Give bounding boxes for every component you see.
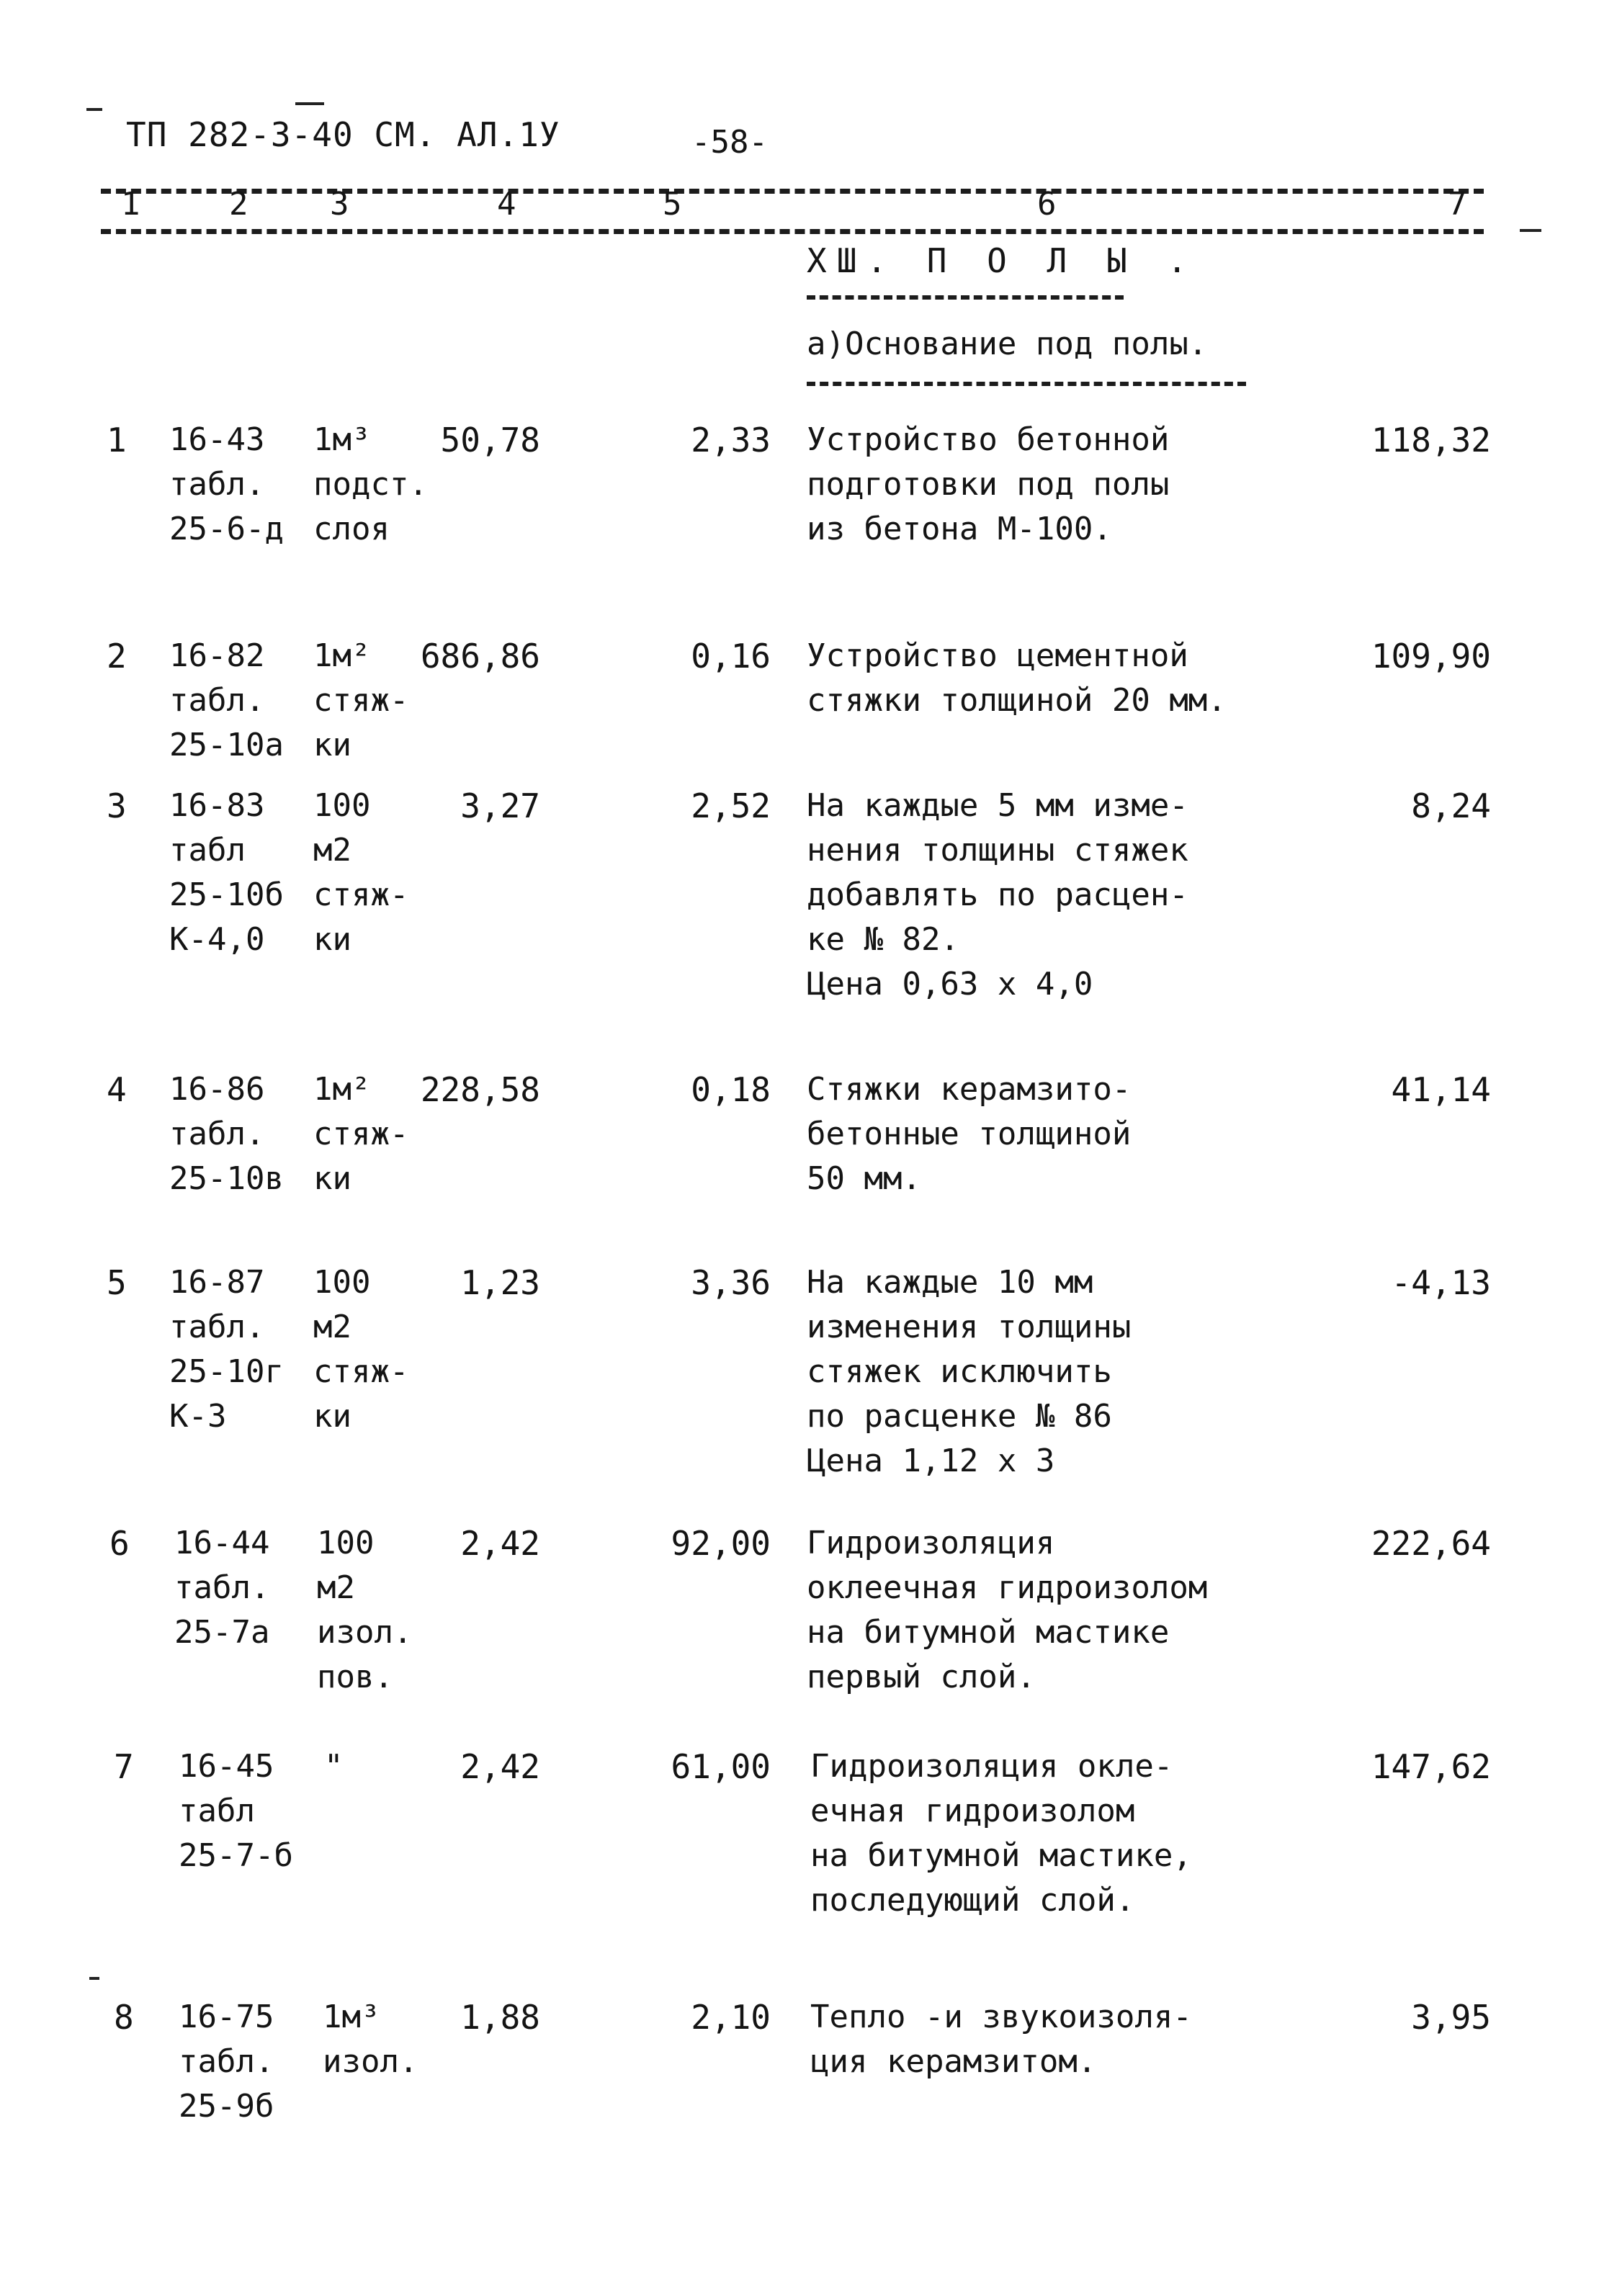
rate-code-line: табл. [174,1569,270,1606]
unit-line: ки [313,1160,351,1197]
rate-code [174,1521,269,1655]
unit-price: 0,18 [691,1070,771,1109]
rate-code-line: табл. [169,1309,265,1345]
unit-line: м2 [317,1569,355,1606]
unit-line: ки [313,727,351,763]
description-line: по расценке № 86 [807,1398,1112,1435]
total-cost: 118,32 [1371,421,1491,459]
row-number: 2 [107,637,127,676]
description [807,418,1169,552]
unit [313,1260,408,1439]
quantity: 686,86 [420,637,540,676]
rate-code-line: табл [169,832,246,869]
description [810,1744,1192,1923]
quantity: 228,58 [420,1070,540,1109]
quantity: 2,42 [460,1747,540,1786]
row-number: 5 [107,1263,127,1302]
unit [317,1521,412,1700]
rate-code-line: 25-7-б [179,1837,293,1874]
column-number-7: 7 [1448,186,1467,223]
rate-code-line: 16-44 [174,1525,270,1561]
subsection-title: а)Основание под полы. [807,326,1208,362]
rate-code [179,1995,274,2129]
rate-code-line: 25-6-д [169,511,284,547]
row-number: 8 [114,1998,134,2037]
unit-line: стяж- [313,1353,409,1390]
description-line: ечная гидроизолом [810,1793,1135,1829]
column-number-5: 5 [663,186,682,223]
scan-mark [86,108,102,111]
unit-line: 100 [313,1264,371,1301]
unit-line: 1м² [313,637,371,674]
section-title: ХШ. П О Л Ы . [807,241,1198,280]
unit-price: 2,10 [691,1998,771,2037]
rate-code-line: 16-82 [169,637,265,674]
unit [313,1067,408,1201]
unit-line: подст. [313,466,428,503]
unit-line: стяж- [313,682,409,719]
description-line: Цена 0,63 х 4,0 [807,966,1093,1003]
total-cost: 41,14 [1391,1070,1491,1109]
description-line: Цена 1,12 х 3 [807,1443,1055,1479]
description [807,1067,1131,1201]
unit-price: 0,16 [691,637,771,676]
description-line: добавлять по расцен- [807,876,1188,913]
description [807,784,1188,1007]
rate-code-line: табл. [169,1116,265,1152]
row-number: 6 [109,1524,130,1563]
description-line: стяжек исключить [807,1353,1112,1390]
unit-line: стяж- [313,876,409,913]
rate-code-line: 25-9б [179,2088,274,2125]
section-title-underline [807,295,1124,300]
unit-line: изол. [317,1614,413,1651]
description [810,1995,1192,2084]
rate-code-line: 25-10в [169,1160,284,1197]
description-line: оклеечная гидроизолом [807,1569,1208,1606]
description-line: подготовки под полы [807,466,1170,503]
column-number-6: 6 [1037,186,1057,223]
rate-code [169,1067,284,1201]
rate-code-line: 16-45 [179,1748,274,1785]
description-line: Тепло -и звукоизоля- [810,1999,1192,2035]
row-number: 1 [107,421,127,459]
total-cost: -4,13 [1391,1263,1491,1302]
row-number: 7 [114,1747,134,1786]
rate-code-line: К-3 [169,1398,227,1435]
unit-line: ки [313,1398,351,1435]
unit-line: слоя [313,511,390,547]
description-line: Устройство бетонной [807,421,1170,458]
total-cost: 8,24 [1411,786,1491,825]
description-line: Устройство цементной [807,637,1188,674]
description-line: Гидроизоляция [807,1525,1055,1561]
description-line: Стяжки керамзито- [807,1071,1132,1108]
column-number-2: 2 [229,186,248,223]
rate-code-line: 25-10б [169,876,284,913]
total-cost: 3,95 [1411,1998,1491,2037]
description-line: Гидроизоляция окле- [810,1748,1173,1785]
column-number-3: 3 [330,186,349,223]
header-rule-top [101,189,1484,194]
rate-code-line: 16-87 [169,1264,265,1301]
description-line: стяжки толщиной 20 мм. [807,682,1227,719]
rate-code [169,1260,284,1439]
total-cost: 222,64 [1371,1524,1491,1563]
rate-code [169,634,284,768]
rate-code-line: табл. [169,682,265,719]
rate-code-line: табл. [179,2043,274,2080]
row-number: 3 [107,786,127,825]
unit-line: пов. [317,1659,393,1695]
rate-code [169,418,284,552]
description-line: ке № 82. [807,921,959,958]
scan-mark [1520,229,1541,232]
unit-line: изол. [323,2043,418,2080]
description [807,1521,1207,1700]
total-cost: 109,90 [1371,637,1491,676]
description-line: ция керамзитом. [810,2043,1097,2080]
rate-code-line: 25-7а [174,1614,270,1651]
description-line: из бетона М-100. [807,511,1112,547]
scan-mark [295,102,324,105]
rate-code [179,1744,293,1878]
rate-code-line: К-4,0 [169,921,265,958]
unit-price: 2,52 [691,786,771,825]
description-line: нения толщины стяжек [807,832,1188,869]
unit-line: 1м³ [323,1999,380,2035]
quantity: 3,27 [460,786,540,825]
description-line: первый слой. [807,1659,1036,1695]
column-number-1: 1 [121,186,140,223]
rate-code-line: 16-75 [179,1999,274,2035]
rate-code [169,784,284,962]
scan-mark [89,1977,99,1980]
page-number: -58- [691,124,768,161]
quantity: 50,78 [440,421,540,459]
unit-line: 100 [313,787,371,824]
description-line: на битумной мастике [807,1614,1170,1651]
description-line: последующий слой. [810,1882,1135,1919]
unit [324,1744,344,1789]
row-number: 4 [107,1070,127,1109]
unit-line: " [324,1748,344,1785]
quantity: 1,88 [460,1998,540,2037]
unit [313,784,408,962]
unit-line: м2 [313,1309,351,1345]
description [807,1260,1131,1484]
unit-line: м2 [313,832,351,869]
total-cost: 147,62 [1371,1747,1491,1786]
unit-price: 61,00 [671,1747,771,1786]
column-number-4: 4 [497,186,516,223]
description-line: на битумной мастике, [810,1837,1192,1874]
unit-line: 1м² [313,1071,371,1108]
description-line: На каждые 10 мм [807,1264,1093,1301]
quantity: 2,42 [460,1524,540,1563]
description [807,634,1227,723]
header-rule-bottom [101,229,1484,234]
document-code: ТП 282-3-40 СМ. АЛ.1У [126,115,560,154]
unit [313,634,408,768]
subsection-underline [807,382,1246,386]
rate-code-line: 16-86 [169,1071,265,1108]
unit-line: стяж- [313,1116,409,1152]
quantity: 1,23 [460,1263,540,1302]
unit-price: 3,36 [691,1263,771,1302]
rate-code-line: 25-10г [169,1353,284,1390]
unit-line: ки [313,921,351,958]
description-line: бетонные толщиной [807,1116,1132,1152]
rate-code-line: табл. [169,466,265,503]
rate-code-line: 16-43 [169,421,265,458]
unit-line: 1м³ [313,421,371,458]
rate-code-line: табл [179,1793,255,1829]
unit-line: 100 [317,1525,375,1561]
unit-price: 2,33 [691,421,771,459]
description-line: На каждые 5 мм изме- [807,787,1188,824]
rate-code-line: 16-83 [169,787,265,824]
rate-code-line: 25-10а [169,727,284,763]
description-line: изменения толщины [807,1309,1132,1345]
description-line: 50 мм. [807,1160,921,1197]
unit-price: 92,00 [671,1524,771,1563]
